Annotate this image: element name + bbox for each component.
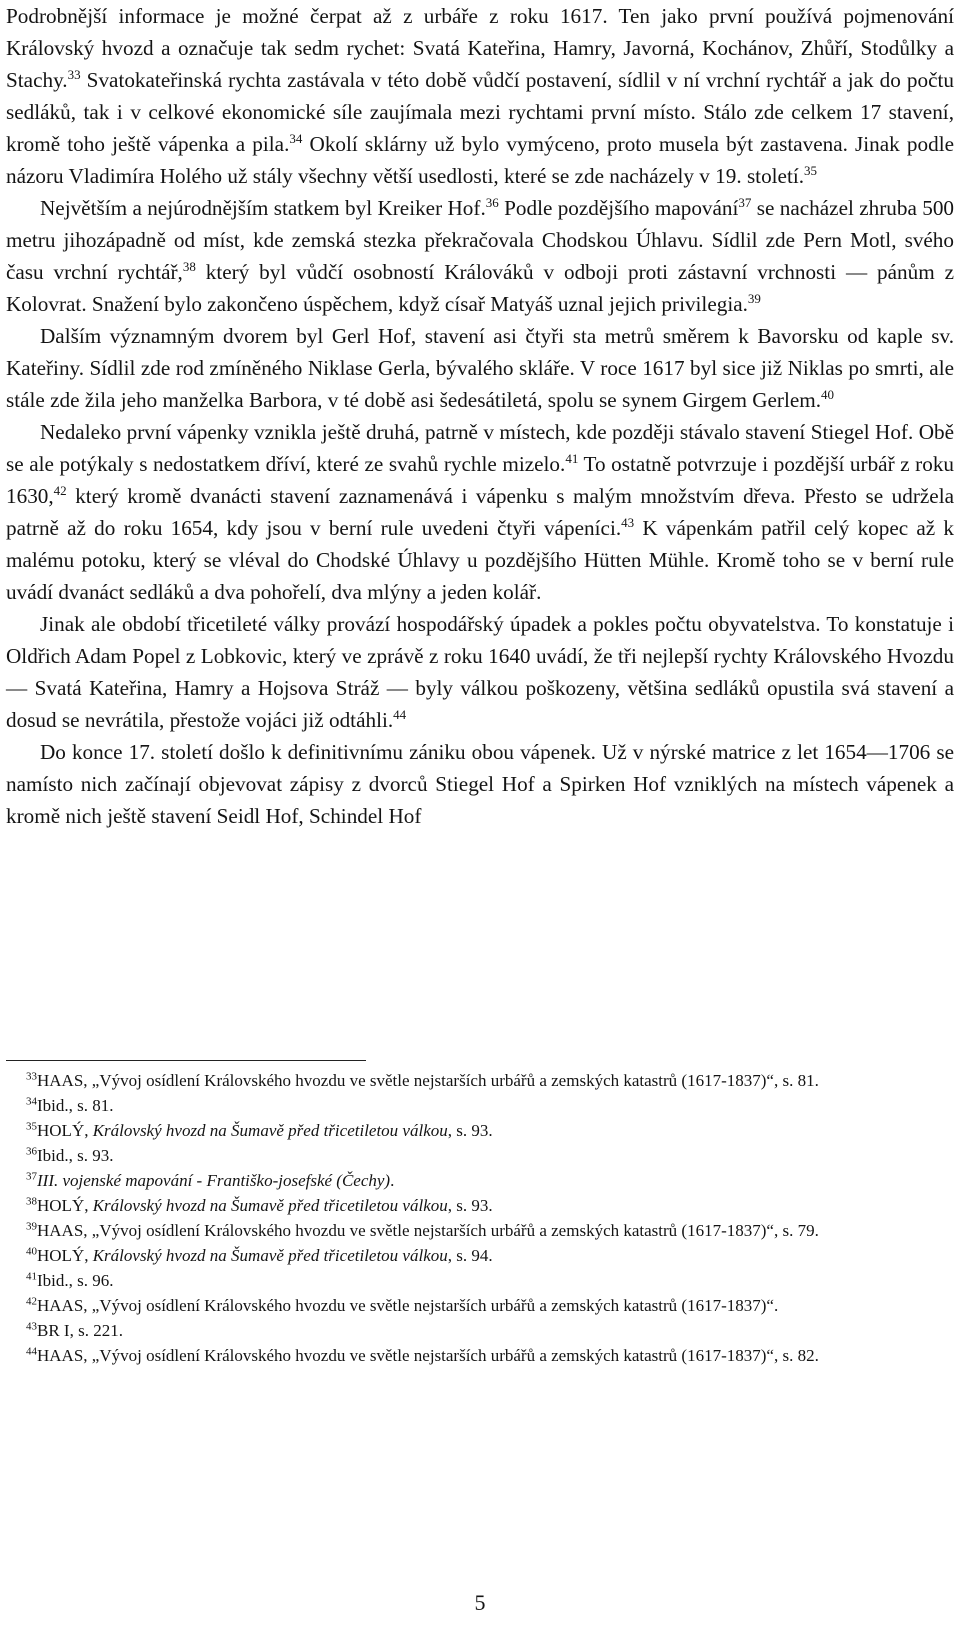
footnote-ref[interactable]: 44 [393, 706, 407, 722]
footnote-number: 39 [26, 1220, 37, 1233]
footnote [6, 1318, 954, 1343]
footnote-number: 43 [26, 1320, 37, 1333]
text-run: Podle pozdějšího mapování [498, 196, 739, 220]
footnote [6, 1118, 954, 1143]
footnote-text: Ibid., s. 96. [37, 1271, 114, 1290]
footnote-number: 41 [26, 1270, 37, 1283]
main-text [6, 0, 954, 832]
footnote [6, 1193, 954, 1218]
footnote-ref[interactable]: 42 [53, 482, 67, 498]
footnote [6, 1293, 954, 1318]
text-run: To ostatně potvrzuje i pozdější urbář z roku 1630, [6, 452, 955, 508]
footnote-text: HAAS, „Vývoj osídlení Královského hvozdu ve světle nejstarších urbářů a zemských katastrů (1617-1837)“, s. 81. [37, 1071, 819, 1090]
footnote-number: 37 [26, 1170, 37, 1183]
footnote-number: 34 [26, 1095, 37, 1108]
paragraph-2 [6, 192, 954, 320]
footnote [6, 1268, 954, 1293]
footnote-text: HOLÝ, [37, 1196, 93, 1215]
footnote-number: 40 [26, 1245, 37, 1258]
text-run: se nacházel zhruba 500 metru jihozápadně od míst, kde zemská stezka překračovala Chodskou Úhlavu. Sídlil zde Pern Motl, svého času vrchní rychtář, [6, 196, 955, 284]
page-number: 5 [474, 1590, 486, 1615]
footnote [6, 1143, 954, 1168]
footnote-ref[interactable]: 43 [621, 514, 635, 530]
footnote-text: , s. 93. [447, 1196, 493, 1215]
footnote-ref[interactable]: 33 [67, 66, 81, 82]
footnote [6, 1343, 954, 1368]
footnote-text: HAAS, „Vývoj osídlení Královského hvozdu ve světle nejstarších urbářů a zemských katastrů (1617-1837)“, s. 82. [37, 1346, 819, 1365]
text-run: Okolí sklárny už bylo vymýceno, proto musela být zastavena. Jinak podle názoru Vladimíra Holého už stály všechny větší usedlosti, které se zde nacházely v 19. století. [6, 132, 954, 188]
text-run: Nedaleko první vápenky vznikla ještě druhá, patrně v místech, kde později stávalo stavení Stiegel Hof. Obě se ale potýkaly s nedostatkem dříví, které ze svahů rychle mizelo. [6, 420, 954, 476]
footnote-text: , s. 94. [447, 1246, 493, 1265]
paragraph-3 [6, 320, 954, 416]
footnote-text: HAAS, „Vývoj osídlení Královského hvozdu ve světle nejstarších urbářů a zemských katastrů (1617-1837)“. [37, 1296, 779, 1315]
footnote [6, 1243, 954, 1268]
text-run: Podrobnější informace je možné čerpat až z urbáře z roku 1617. Ten jako první používá pojmenování Královský hvozd a označuje tak sedm rychet: Svatá Kateřina, Hamry, Javorná, Kochánov, Zhůří, Stodůlky a Stachy. [6, 4, 954, 92]
footnote-ref[interactable]: 37 [738, 194, 752, 210]
footnote-ref[interactable]: 38 [182, 258, 196, 274]
footnote-ref[interactable]: 41 [565, 450, 579, 466]
footnote-number: 44 [26, 1345, 37, 1358]
footnote-title: Královský hvozd na Šumavě před třicetiletou válkou [92, 1121, 448, 1140]
footnote [6, 1218, 954, 1243]
footnote-text: HOLÝ, [37, 1246, 93, 1265]
footnote-title: Královský hvozd na Šumavě před třicetiletou válkou [92, 1246, 448, 1265]
footnote-text: BR I, s. 221. [37, 1321, 123, 1340]
footnote-number: 38 [26, 1195, 37, 1208]
paragraph-1 [6, 0, 954, 192]
text-run: který byl vůdčí osobností Králováků v odboji proti zástavní vrchnosti — pánům z Kolovrat. Snažení bylo zakončeno úspěchem, když císař Matyáš uznal jejich privilegia. [6, 260, 954, 316]
text-run: který kromě dvanácti stavení zaznamenává i vápenku s malým množstvím dřeva. Přesto se udržela patrně až do roku 1654, kdy jsou v berní rule uvedeni čtyři vápeníci. [6, 484, 954, 540]
footnotes-section [6, 1068, 954, 1368]
footnote-ref[interactable]: 40 [821, 386, 835, 402]
footnote-ref[interactable]: 39 [747, 290, 761, 306]
text-run: Do konce 17. století došlo k definitivnímu zániku obou vápenek. Už v nýrské matrice z let 1654—1706 se namísto nich začínají objevovat zápisy z dvorců Stiegel Hof a Spirken Hof vzniklých na místech vápenek a kromě nich ještě stavení Seidl Hof, Schindel Hof [6, 740, 954, 828]
footnote-number: 36 [26, 1145, 37, 1158]
paragraph-6 [6, 736, 954, 832]
footnote-number: 42 [26, 1295, 37, 1308]
text-run: Největším a nejúrodnějším statkem byl Kreiker Hof. [40, 196, 486, 220]
footnote [6, 1093, 954, 1118]
footnote-text: Ibid., s. 93. [37, 1146, 114, 1165]
paragraph-5 [6, 608, 954, 736]
footnote-ref[interactable]: 34 [289, 130, 303, 146]
text-run: Dalším významným dvorem byl Gerl Hof, stavení asi čtyři sta metrů směrem k Bavorsku od kaple sv. Kateřiny. Sídlil zde rod zmíněného Niklase Gerla, bývalého skláře. V roce 1617 byl sice již Niklas po smrti, ale stále zde žila jeho manželka Barbora, v té době asi šedesátiletá, spolu se synem Girgem Gerlem. [6, 324, 954, 412]
footnote [6, 1168, 954, 1193]
footnote-number: 35 [26, 1120, 37, 1133]
footnote-text: HOLÝ, [37, 1121, 93, 1140]
footnote-divider [6, 1060, 366, 1061]
footnote-number: 33 [26, 1070, 37, 1083]
footnote-text: Ibid., s. 81. [37, 1096, 114, 1115]
footnote-text: , s. 93. [447, 1121, 493, 1140]
footnote-ref[interactable]: 35 [804, 162, 818, 178]
document-page [6, 0, 955, 1615]
text-run: Svatokateřinská rychta zastávala v této době vůdčí postavení, sídlil v ní vrchní rychtář a jak do počtu sedláků, tak i v celkové ekonomické síle zaujímala mezi rychtami první místo. Stálo zde celkem 17 stavení, kromě toho ještě vápenka a pila. [6, 68, 954, 156]
paragraph-4 [6, 416, 954, 608]
text-run: Jinak ale období třicetileté války provází hospodářský úpadek a pokles počtu obyvatelstva. To konstatuje i Oldřich Adam Popel z Lobkovic, který ve zprávě z roku 1640 uvádí, že tři nejlepší rychty Královského Hvozdu — Svatá Kateřina, Hamry a Hojsova Stráž — byly válkou poškozeny, většina sedláků opustila svá stavení a dosud se nevrátila, přestože vojáci již odtáhli. [6, 612, 954, 732]
footnote [6, 1068, 954, 1093]
footnote-text: HAAS, „Vývoj osídlení Královského hvozdu ve světle nejstarších urbářů a zemských katastrů (1617-1837)“, s. 79. [37, 1221, 819, 1240]
text-run: K vápenkám patřil celý kopec až k malému potoku, který se vléval do Chodské Úhlavy u pozdějšího Hütten Mühle. Kromě toho se v berní rule uvádí dvanáct sedláků a dva pohořelí, dva mlýny a jeden kolář. [6, 516, 954, 604]
footnote-title: Královský hvozd na Šumavě před třicetiletou válkou [92, 1196, 448, 1215]
footnote-ref[interactable]: 36 [485, 194, 499, 210]
footnote-title: III. vojenské mapování - Františko-josefské (Čechy) [37, 1171, 391, 1190]
footnote-text: . [390, 1171, 395, 1190]
